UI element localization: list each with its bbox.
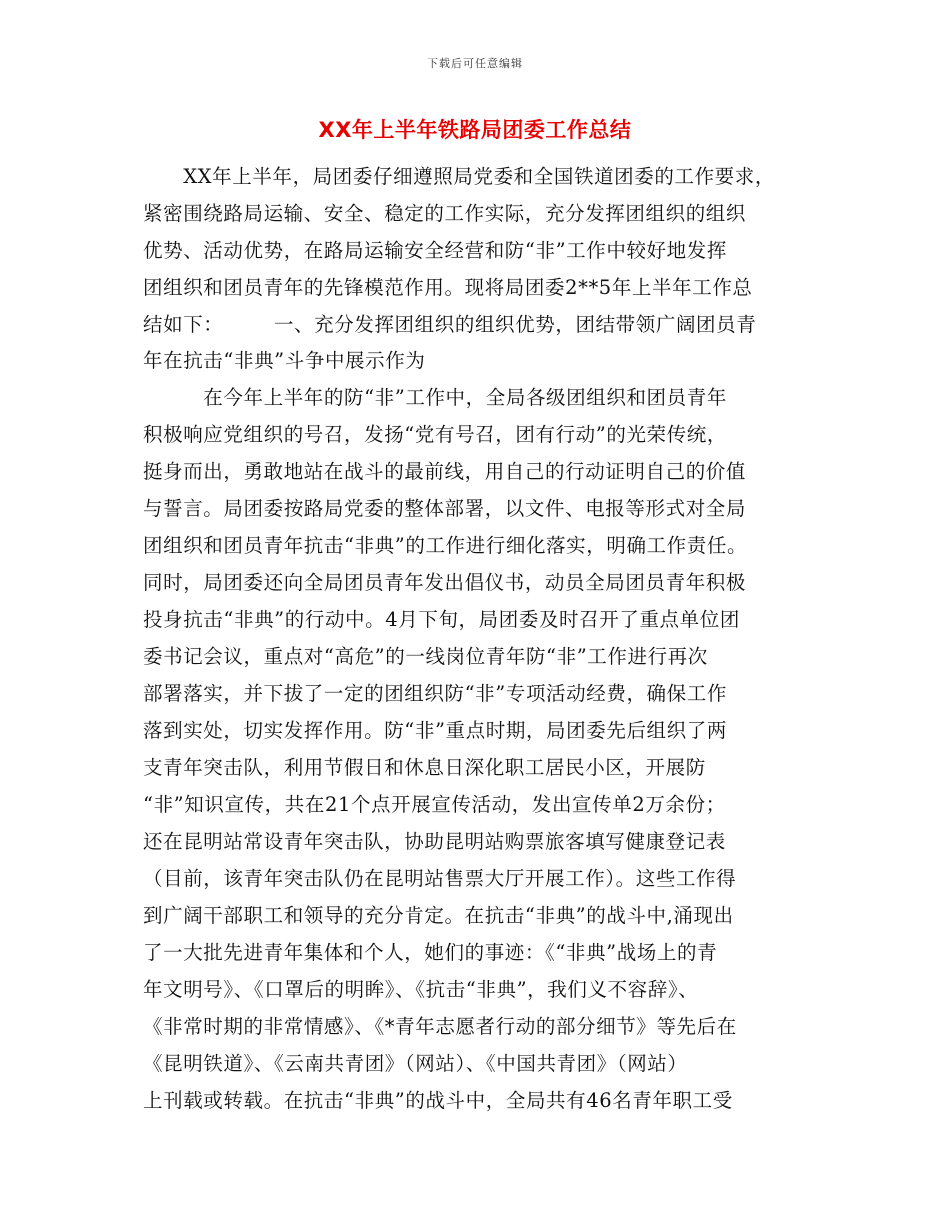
body-line: 挺身而出，勇敢地站在战斗的最前线，用自己的行动证明自己的价值 (143, 460, 747, 483)
body-line: 上刊载或转载。在抗击“非典”的战斗中，全局共有46名青年职工受 (143, 1089, 733, 1112)
body-line: 团组织和团员青年的先锋模范作用。现将局团委2**5年上半年工作总 (143, 276, 753, 299)
body-line: 还在昆明站常设青年突击队，协助昆明站购票旅客填写健康登记表 (143, 830, 726, 853)
body-line: 与誓言。局团委按路局党委的整体部署，以文件、电报等形式对全局 (143, 497, 747, 520)
body-line: 到广阔干部职工和领导的充分肯定。在抗击“非典”的战斗中,涌现出 (143, 904, 734, 927)
body-line: 了一大批先进青年集体和个人，她们的事迹：《“非典”战场上的青 (143, 941, 718, 964)
body-line: 《非常时期的非常情感》、《*青年志愿者行动的部分细节》等先后在 (143, 1015, 737, 1038)
body-line: 年在抗击“非典”斗争中展示作为 (143, 349, 426, 372)
body-line: 年文明号》、《口罩后的明眸》、《抗击“非典”，我们义不容辞》、 (143, 978, 699, 1001)
document-title: XX年上半年铁路局团委工作总结 (318, 118, 632, 142)
body-line: 结如下： 一、充分发挥团组织的组织优势，团结带领广阔团员青 (143, 313, 757, 336)
header-note: 下载后可任意编辑 (427, 57, 523, 70)
body-line: 紧密围绕路局运输、安全、稳定的工作实际，充分发挥团组织的组织 (143, 202, 747, 225)
body-line: 支青年突击队，利用节假日和休息日深化职工居民小区，开展防 (143, 756, 706, 779)
body-line: 落到实处，切实发挥作用。防“非”重点时期，局团委先后组织了两 (143, 719, 727, 742)
body-line: 同时，局团委还向全局团员青年发出倡仪书，动员全局团员青年积极 (143, 571, 747, 594)
body-line: 《昆明铁道》、《云南共青团》（网站）、《中国共青团》（网站） (143, 1052, 688, 1075)
body-line: 积极响应党组织的号召，发扬“党有号召，团有行动”的光荣传统， (143, 423, 727, 446)
body-line: 在今年上半年的防“非”工作中，全局各级团组织和团员青年 (143, 386, 727, 409)
body-line: 部署落实，并下拔了一定的团组织防“非”专项活动经费，确保工作 (143, 682, 727, 705)
body-line: 投身抗击“非典”的行动中。4月下旬，局团委及时召开了重点单位团 (143, 608, 740, 631)
body-line: XX年上半年，局团委仔细遵照局党委和全国铁道团委的工作要求， (143, 165, 775, 188)
body-line: 团组织和团员青年抗击“非典”的工作进行细化落实，明确工作责任。 (143, 534, 748, 557)
body-line: “非”知识宣传，共在21个点开展宣传活动，发出宣传单2万余份； (143, 793, 726, 816)
body-line: 优势、活动优势，在路局运输安全经营和防“非”工作中较好地发挥 (143, 239, 727, 262)
body-line: 委书记会议，重点对“高危”的一线岗位青年防“非”工作进行再次 (143, 645, 708, 668)
body-line: （目前，该青年突击队仍在昆明站售票大厅开展工作）。这些工作得 (143, 867, 737, 890)
